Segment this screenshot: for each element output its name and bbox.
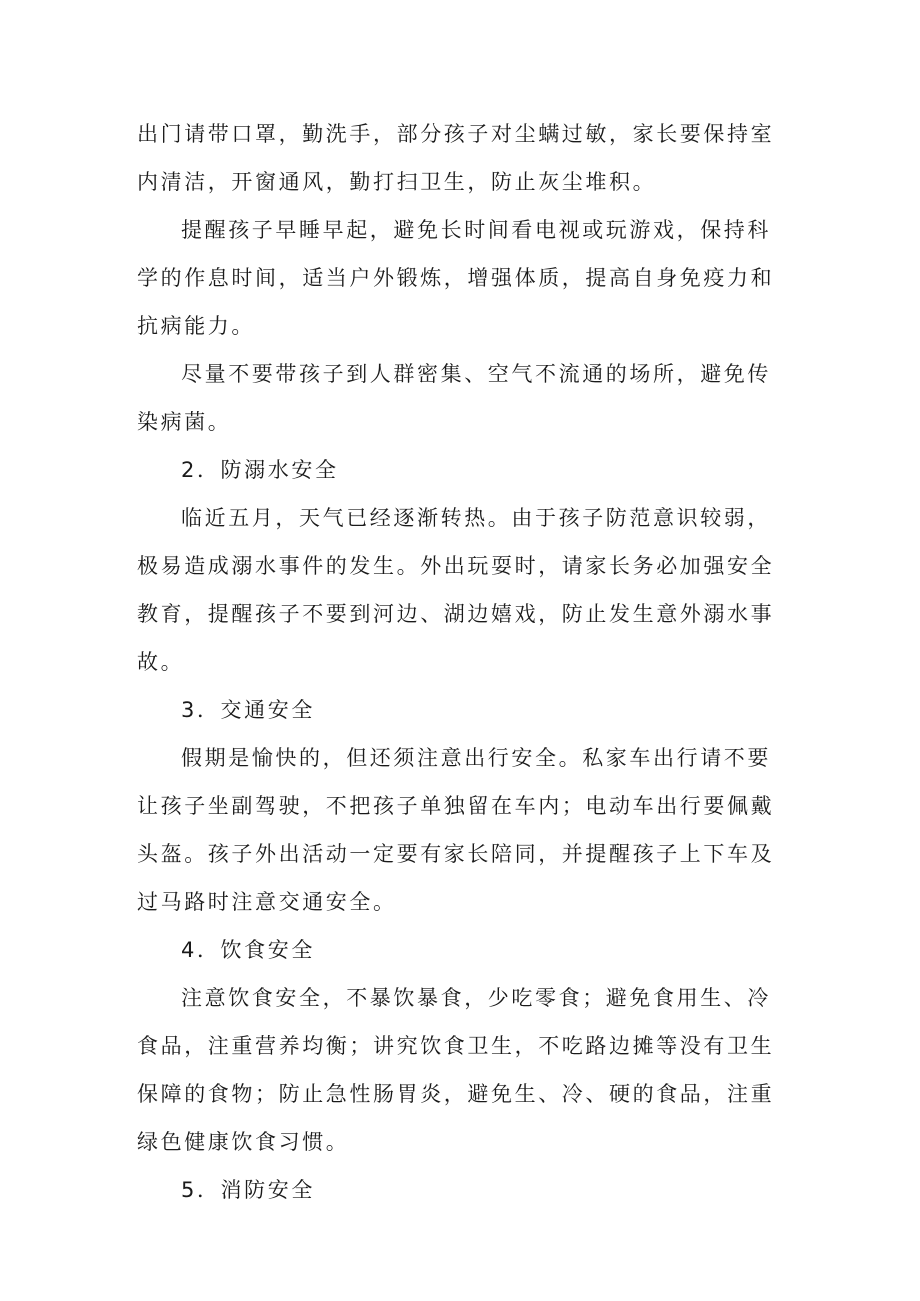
paragraph-drowning: 临近五月，天气已经逐渐转热。由于孩子防范意识较弱，极易造成溺水事件的发生。外出玩耍时，请家长务必加强安全教育，提醒孩子不要到河边、湖边嬉戏，防止发生意外溺水事故。: [137, 506, 775, 674]
section-heading-traffic: 3．交通安全: [181, 698, 315, 722]
document-body: [137, 110, 793, 1214]
paragraph-traffic: 假期是愉快的，但还须注意出行安全。私家车出行请不要让孩子坐副驾驶，不把孩子单独留在车内；电动车出行要佩戴头盔。孩子外出活动一定要有家长陪同，并提醒孩子上下车及过马路时注意交通安全。: [137, 746, 775, 914]
paragraph-food: 注意饮食安全，不暴饮暴食，少吃零食；避免食用生、冷食品，注重营养均衡；讲究饮食卫生，不吃路边摊等没有卫生保障的食物；防止急性肠胃炎，避免生、冷、硬的食品，注重绿色健康饮食习惯。: [137, 986, 775, 1154]
section-heading-drowning: 2．防溺水安全: [181, 458, 339, 482]
paragraph-crowds: 尽量不要带孩子到人群密集、空气不流通的场所，避免传染病菌。: [137, 362, 771, 434]
paragraph-routine: 提醒孩子早睡早起，避免长时间看电视或玩游戏，保持科学的作息时间，适当户外锻炼，增强体质，提高自身免疫力和抗病能力。: [137, 218, 775, 338]
section-heading-food: 4．饮食安全: [181, 938, 315, 962]
paragraph-hygiene: 出门请带口罩，勤洗手，部分孩子对尘螨过敏，家长要保持室内清洁，开窗通风，勤打扫卫生，防止灰尘堆积。: [137, 122, 775, 194]
section-heading-fire: 5．消防安全: [181, 1178, 315, 1202]
